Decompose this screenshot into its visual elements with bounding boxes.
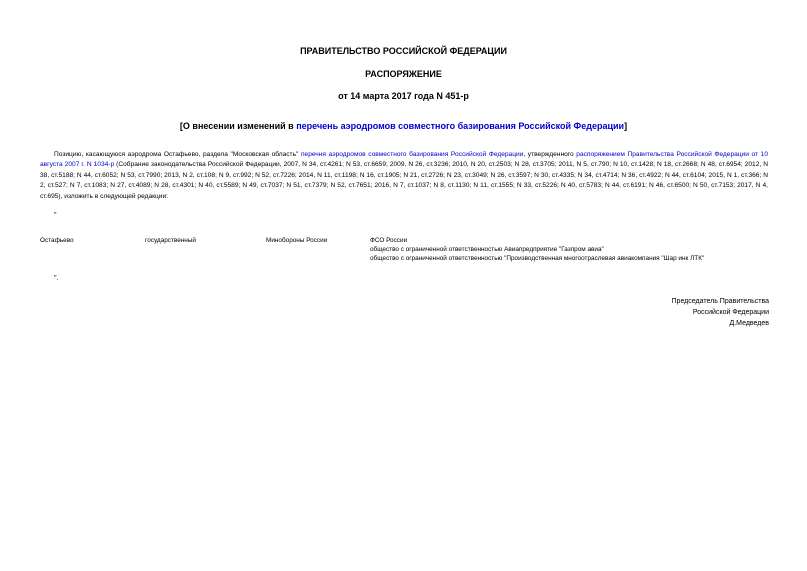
title-suffix: ]: [624, 121, 628, 131]
cell-status: государственный: [145, 237, 196, 244]
government-heading: ПРАВИТЕЛЬСТВО РОССИЙСКОЙ ФЕДЕРАЦИИ: [300, 46, 507, 56]
document-date-number: от 14 марта 2017 года N 451-р: [338, 91, 469, 101]
body-part-3: (Собрание законодательства Российской Федерации, 2007, N 34, ст.4261; N 53, ст.6659; 2009, N 26, ст.3236; 2010, N 20, ст.2503; N 28, ст.3705; 2011, N 5, ст.790; N 10, ст.1428; N 18, ст.2668; N 48, ст.6954; 2012, N 38, ст.5188; N 44, ст.6052; N 53, ст.7990; 2013, N 2, ст.108; N 9, ст.992; N 52, ст.7226; 2014, N 11, ст.1198; N 16, ст.1905; N 21, ст.2726; N 23, ст.3049; N 26, ст.3597; N 30, ст.4335; N 34, ст.4714; N 36, ст.4922; N 44, ст.6104; 2015, N 1, ст.366; N 2, ст.527; N 7, ст.1083; N 27, ст.4089; N 28, ст.4301; N 40, ст.5589; N 49, ст.7037; N 51, ст.7379; N 52, ст.7651; 2016, N 7, ст.1037; N 8, ст.1130; N 11, ст.1555; N 33, ст.5226; N 40, ст.5783; N 44, ст.6191; N 46, ст.6500; N 50, ст.7153; 2017, N 4, ст.695), изложить в следующей редакции:: [40, 161, 768, 200]
signature-title-2: Российской Федерации: [692, 309, 769, 316]
document-title: [0, 121, 807, 132]
title-link[interactable]: перечень аэродромов совместного базирования Российской Федерации: [296, 121, 625, 131]
signature-title-1: Председатель Правительства: [671, 298, 769, 305]
cell-org-1: ФСО России: [370, 237, 408, 244]
cell-org-2: общество с ограниченной ответственностью Авиапредприятие "Газпром авиа": [370, 246, 604, 253]
title-prefix: [О внесении изменений в: [179, 121, 297, 131]
cell-org-3: общество с ограниченной ответственностью "Производственная многоотраслевая авиакомпания "Шар инк ЛТК": [370, 255, 705, 262]
government-order-link[interactable]: распоряжением Правительства Российской Федерации от 10 августа 2007 г. N 1034-р: [40, 151, 768, 169]
quote-open: ": [54, 212, 57, 219]
document-type: РАСПОРЯЖЕНИЕ: [365, 69, 442, 79]
quote-close: ".: [54, 275, 59, 282]
aerodrome-list-link[interactable]: перечня аэродромов совместного базирования Российской Федерации: [300, 151, 524, 158]
body-part-1: Позицию, касающуюся аэродрома Остафьево, раздела "Московская область": [54, 151, 301, 158]
cell-ministry: Минобороны России: [266, 237, 328, 244]
body-part-2: , утвержденного: [523, 151, 577, 158]
body-paragraph: [40, 150, 768, 202]
signature-name: Д.Медведев: [729, 320, 769, 327]
cell-aerodrome: Остафьево: [40, 237, 74, 244]
